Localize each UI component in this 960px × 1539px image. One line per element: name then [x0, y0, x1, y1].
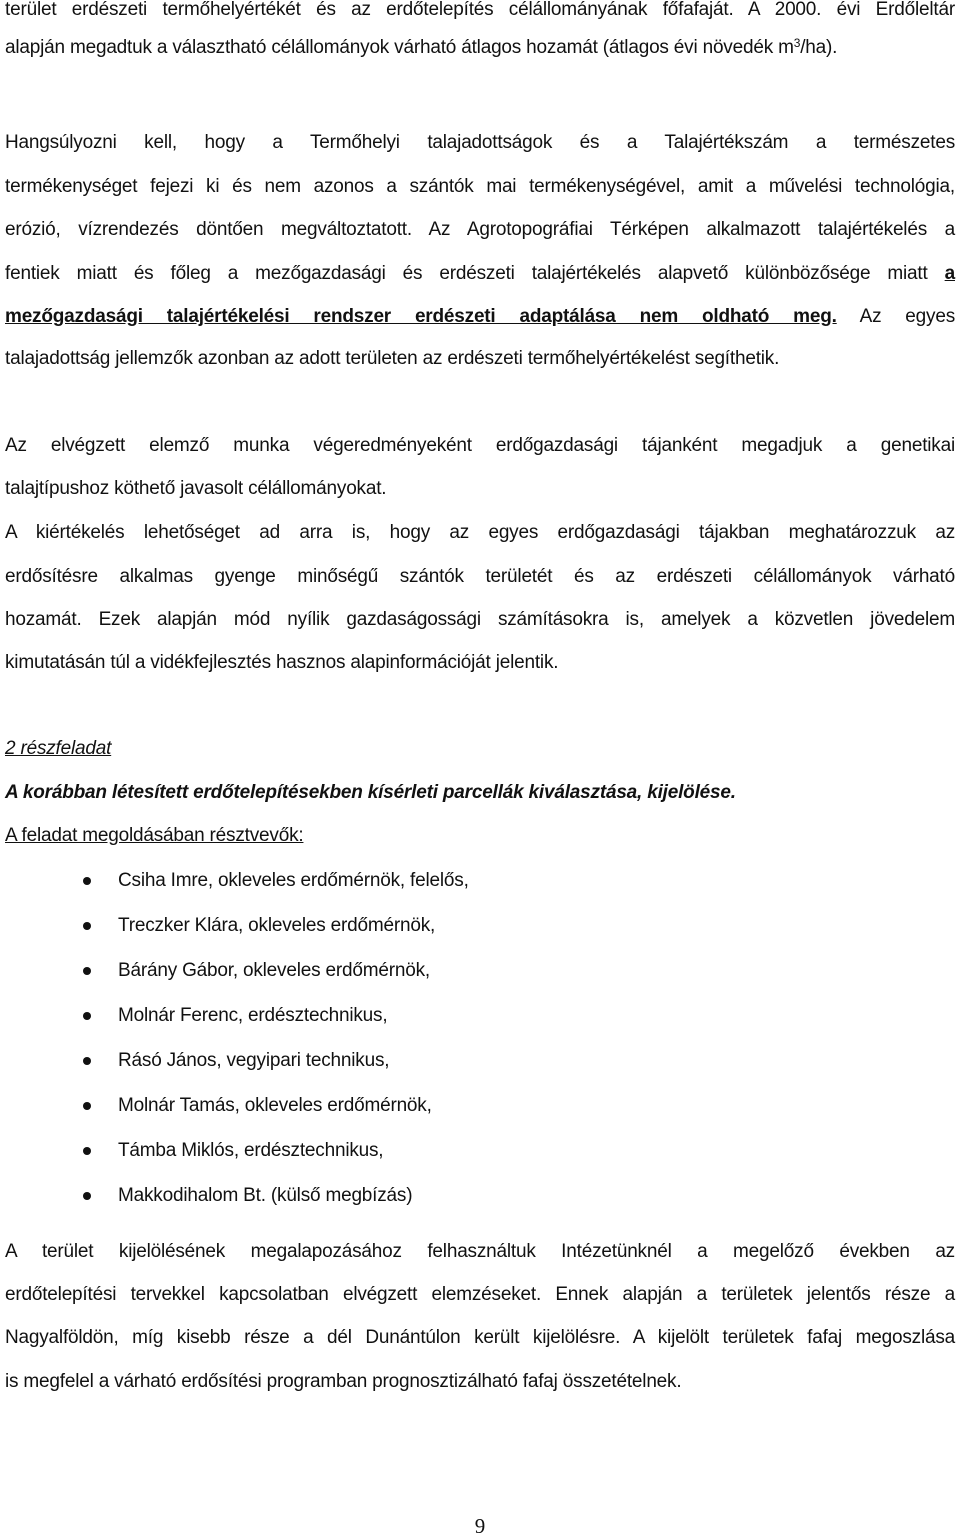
bullet-icon	[83, 1057, 91, 1065]
paragraph-4-line-1: A kiértékelés lehetőséget ad arra is, hogy az egyes erdőgazdasági tájakban meghatározzuk az	[5, 522, 955, 543]
bullet-icon	[83, 1147, 91, 1155]
bullet-icon	[83, 1012, 91, 1020]
paragraph-1-line-2: alapján megadtuk a választható célállományok várható átlagos hozamát (átlagos évi növedék $m^3/ha$).	[5, 36, 838, 58]
paragraph-4-line-4: kimutatásán túl a vidékfejlesztés hasznos alapinformációját jelentik.	[5, 652, 559, 673]
paragraph-2-line-2: termékenységet fejezi ki és nem azonos a szántók mai termékenységével, amit a művelési technológia,	[5, 176, 955, 197]
subtask-title: A korábban létesített erdőtelepítésekben kísérleti parcellák kiválasztása, kijelölése.	[5, 782, 736, 803]
paragraph-2-line-5: mezőgazdasági talajértékelési rendszer erdészeti adaptálása nem oldható meg. Az egyes	[5, 306, 956, 327]
emphasis-start: a	[944, 263, 955, 284]
paragraph-2-line-4: fentiek miatt és főleg a mezőgazdasági és erdészeti talajértékelés alapvető különbözősége miatt a	[5, 263, 955, 284]
participants-heading: A feladat megoldásában résztvevők:	[5, 825, 304, 846]
paragraph-5-line-1: A terület kijelölésének megalapozásához felhasználtuk Intézetünknél a megelőző években az	[5, 1241, 955, 1262]
paragraph-2-line-3: erózió, vízrendezés döntően megváltoztatott. Az Agrotopográfiai Térképen alkalmazott talajértékelés a	[5, 219, 955, 240]
paragraph-5-line-4: is megfelel a várható erdősítési programban prognosztizálható fafaj összetételnek.	[5, 1371, 682, 1392]
emphasis-statement: mezőgazdasági talajértékelési rendszer erdészeti adaptálása nem oldható meg.	[5, 306, 837, 327]
page-number: 9	[474, 1514, 486, 1538]
paragraph-3-line-2: talajtípushoz köthető javasolt célállományokat.	[5, 478, 387, 499]
paragraph-2-line-6: talajadottság jellemzők azonban az adott területen az erdészeti termőhelyértékelést segíthetik.	[5, 348, 780, 369]
paragraph-5-line-3: Nagyalföldön, míg kisebb része a dél Dunántúlon került kijelölésre. A kijelölt területek fafaj megoszlása	[5, 1327, 955, 1348]
bullet-icon	[83, 1192, 91, 1200]
paragraph-4-line-3: hozamát. Ezek alapján mód nyílik gazdaságossági számításokra is, amelyek a közvetlen jövedelem	[5, 609, 955, 630]
bullet-icon	[83, 967, 91, 975]
bullet-icon	[83, 877, 91, 885]
subtask-label: 2 részfeladat	[5, 738, 112, 759]
paragraph-3-line-1: Az elvégzett elemző munka végeredményeként erdőgazdasági tájanként megadjuk a genetikai	[5, 435, 955, 456]
bullet-icon	[83, 1102, 91, 1110]
paragraph-5-line-2: erdőtelepítési tervekkel kapcsolatban elvégzett elemzéseket. Ennek alapján a területek jelentős része a	[5, 1284, 955, 1305]
superscript: 3	[793, 36, 801, 50]
bullet-icon	[83, 922, 91, 930]
paragraph-1-line-1: terület erdészeti termőhelyértékét és az erdőtelepítés célállományának főfafaját. A 2000. évi Erdőleltár	[5, 0, 955, 20]
paragraph-4-line-2: erdősítésre alkalmas gyenge minőségű szántók területét és az erdészeti célállományok várható	[5, 566, 955, 587]
paragraph-2-line-1: Hangsúlyozni kell, hogy a Termőhelyi talajadottságok és a Talajértékszám a természetes	[5, 132, 955, 153]
